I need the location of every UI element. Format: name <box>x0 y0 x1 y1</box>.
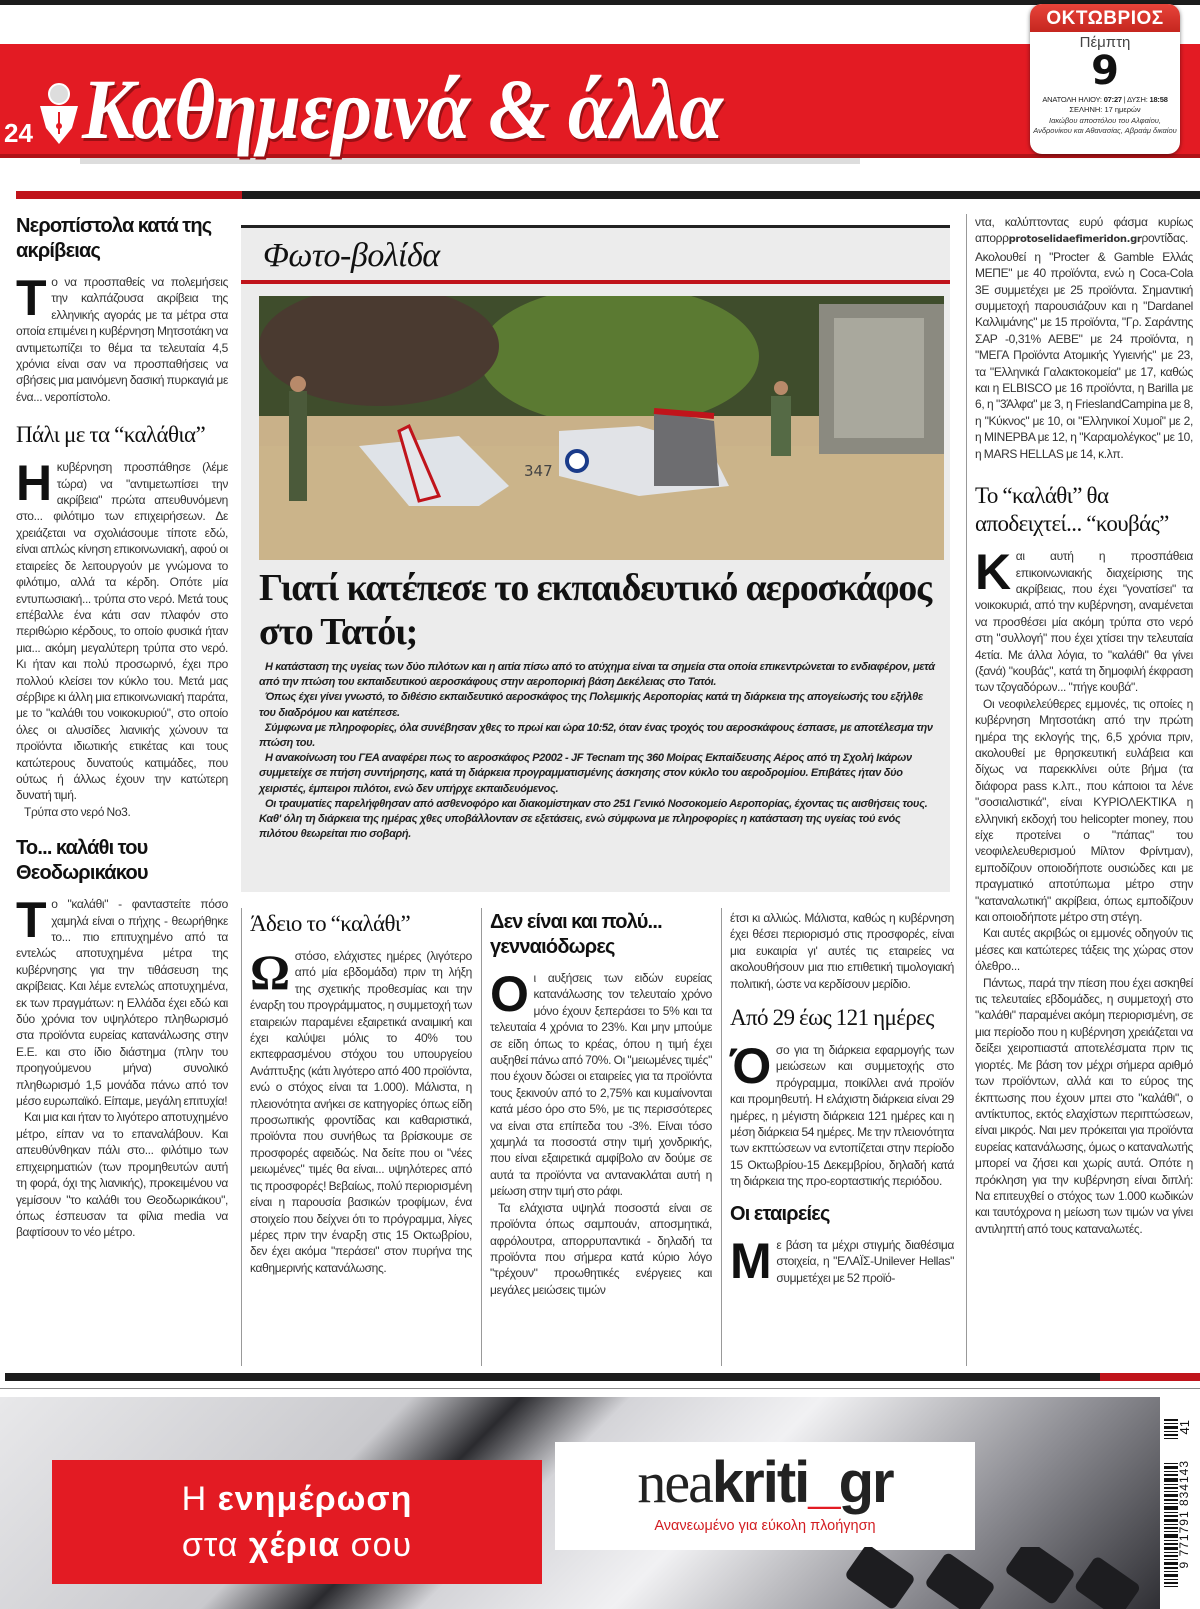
calendar-date: 9 <box>1091 48 1119 94</box>
lead-paragraph: Όπως έχει γίνει γνωστό, το διθέσιο εκπαιδευτικό αεροσκάφος της Πολεμικής Αεροπορίας κατά τη διάρκεια της απογείωσής του εξήλθε του διαδρόμου και κατέπεσε. <box>259 691 923 719</box>
paragraph: ε βάση τα μέχρι στιγμής διαθέσιμα στοιχεία, η "ΕΛΑΪΣ-Unilever Hellas" συμμετέχει με 52 προϊό- <box>776 1237 954 1285</box>
kicker-rule <box>241 280 950 284</box>
date-calendar <box>1030 4 1180 154</box>
article-title: Άδειο το “καλάθι” <box>250 911 411 936</box>
section-title: Καθημερινά & άλλα <box>82 61 722 157</box>
dropcap: Κ <box>975 544 1011 601</box>
article-body <box>730 1038 954 1190</box>
barcode-digits: 9 771791 834143 <box>1177 1460 1191 1569</box>
feature-headline: Γιατί κατέπεσε το εκπαιδευτικό αεροσκάφος στο Τατόι; <box>259 567 931 653</box>
dropcap: Ο <box>490 966 529 1022</box>
logo-bold: kriti <box>711 1450 809 1515</box>
article-title: Νεροπίστολα κατά της ακρίβειας <box>16 215 212 262</box>
sunrise-time: 07:27 <box>1103 95 1122 104</box>
lead-paragraph: Σύμφωνα με πληροφορίες, όλα συνέβησαν χθες το πρωί και ώρα 10:52, όταν ένας τροχός του αεροσκάφους έσπασε, με αποτέλεσμα την πτώση του. <box>259 721 933 750</box>
paragraph: Πάντως, παρά την πίεση που έχει ασκηθεί τις τελευταίες εβδομάδες, η συμμετοχή στο "καλάθι" παραμένει ακόμη περιορισμένη, σε μια περίοδο που η κυβέρνηση χρειάζεται να δείξει χειροπιαστά αποτελέσματα πριν τις γιορτές. Με βάση τον μέχρι σήμερα αριθμό των προϊόντων, αλλά και το εύρος της έκπτωσης που έχουν μπει στο "καλάθι", ο αντίκτυπος, εκτός ελαχίστων περιπτώσεων, είναι μικρός. Ναι μεν πρόκειται για προϊόντα ευρείας κατανάλωσης, όμως ο καταναλωτής μπορεί να ζήσει και χωρίς αυτά. Οπότε η πρόκληση για την κυβέρνηση είναι διπλή: Να επιτευχθεί ο στόχος των 1.000 κωδικών και ταυτόχρονα η μείωση των τιμών να γίνει αντιληπτή από τους καταναλωτές. <box>975 975 1193 1236</box>
slogan-word: στα <box>181 1526 239 1564</box>
article-title: Το “καλάθι” θα αποδειχτεί... “κουβάς” <box>975 483 1169 537</box>
paragraph: Τα ελάχιστα υψηλά ποσοστά είναι σε προϊόντα όπως σαμπουάν, αποσμητικά, αφρόλουτρα, απορρυπαντικά - δηλαδή τα προϊόντα που σήμερα κατά κύριο λόγο "τρέχουν" προωθητικές ενέργειες και μεγάλες μειώσεις τιμών <box>490 1200 712 1297</box>
dropcap: Τ <box>16 892 47 949</box>
dropcap: Η <box>16 455 52 512</box>
paragraph: έτσι κι αλλιώς. Μάλιστα, καθώς η κυβέρνηση έχει θέσει περιορισμό στις προσφορές, είναι μια ευκαιρία γι' αυτές τις εταιρείες να ακολουθήσουν μια πιο επιθετική τιμολογιακή πολιτική, ώστε να κερδίσουν μερίδιο. <box>730 911 954 991</box>
article-title: Το... καλάθι του Θεοδωρικάκου <box>16 837 148 885</box>
lead-paragraph: Οι τραυματίες παρελήφθησαν από ασθενοφόρο και διακομίστηκαν στο 251 Γενικό Νοσοκομείο Αεροπορίας, έχοντας τις αισθήσεις τους. Καθ' όλη τη διάρκεια της ημέρας χθες υποβάλλονταν σε εξετάσεις, ενώ σύμφωνα με πληροφορίες η κατάσταση της υγείας τού ενός πιλότου θεωρείται πιο σοβαρή. <box>259 797 928 841</box>
spacer <box>16 405 228 421</box>
slogan-word-bold: χέρια <box>248 1526 341 1564</box>
article-body <box>16 455 228 804</box>
column-divider <box>481 908 482 1366</box>
logo-light: nea <box>637 1450 712 1515</box>
ad-slogan <box>52 1460 542 1584</box>
aircraft-number: 347 <box>524 462 553 480</box>
column-empty-basket <box>250 910 472 1276</box>
paragraph: Οι νεοφιλελεύθερες εμμονές, τις οποίες η κυβέρνηση Μητσοτάκη από την πρώτη ημέρα της εκλογής της, 6,5 χρόνια πριν, ακολουθεί με θρησκευτική ευλάβεια και δίχως να παρεκκλίνει ούτε βήμα (τα διάφορα pass κ.λπ., που κάποιοι τα λένε "σοσιαλιστικά", είναι ΚΥΡΙΟΛΕΚΤΙΚΑ η ελληνική εκδοχή του helicopter money, που είχε προτείνει ο "πάπας" του νεοφιλελευθερισμού Μίλτον Φρίντμαν), εμποδίζουν οποιοδήποτε ουσιώδες και με πραγματικό αποτύπωμα μέτρο στην "καταναλωτική" ακρίβεια, όπως εμποδίζουν και οποιοδήποτε μέτρο στη στέγη. <box>975 696 1193 925</box>
paragraph: ο "καλάθι" - φανταστείτε πόσο χαμηλά είναι ο πήχης - θεωρήθηκε το... πιο επιτυχημένο από τα εντελώς αποτυχημένα μέτρα της κυβέρνησης για την τιθάσευση της ακρίβειας. Και λέμε εντελώς αποτυχημένα, εκ των πραγμάτων: η Ελλάδα έχει εδώ και δύο χρόνια τον υψηλότερο πληθωρισμό στα προϊόντα ευρείας κατανάλωσης στην Ε.Ε. και στο ίδιο διάστημα (πλην του προηγούμενου μήνα) συνολικό πληθωρισμό 1,5 μονάδα πάνω από τον μέσο ευρωπαϊκό. Είπαμε, μεγάλη επιτυχία! <box>16 897 228 1109</box>
dropcap: Ό <box>730 1038 771 1095</box>
feature-kicker: Φωτο-βολίδα <box>263 237 440 274</box>
sunset-label: ΔΥΣΗ: <box>1127 95 1148 104</box>
bottom-rule <box>5 1373 1200 1381</box>
bottom-thin-rule <box>0 1388 1200 1389</box>
paragraph: ο να προσπαθείς να πολεμήσεις την καλπάζουσα ακρίβεια της ελληνικής αγοράς με τα μέτρα στα οποία επιμένει η κυβέρνηση Μητσοτάκη να αντιμετωπίζει το θέμα τα τελευταία 4,5 χρόνια είναι σαν να προσπαθήσεις να σβήσεις μια μαινόμενη δασική πυρκαγιά με ένα... νεροπίστολο. <box>16 275 228 404</box>
slogan-word-bold: ενημέρωση <box>217 1480 413 1518</box>
article-body <box>490 966 712 1200</box>
article-body <box>250 944 472 1276</box>
barcode-issue: 41 <box>1177 1420 1192 1435</box>
photo-feature <box>241 225 950 892</box>
watermark[interactable]: protoselidaefimeridon.gr <box>1008 234 1142 246</box>
dropcap: Ω <box>250 944 290 1000</box>
article-title: Πάλι με τα “καλάθια” <box>16 422 206 448</box>
paragraph: σο για τη διάρκεια εφαρμογής των μειώσεων και συμμετοχής στο πρόγραμμα, ποικίλλει ανά προϊόν και προμηθευτή. Η ελάχιστη διάρκεια είναι 29 ημέρες, η μέγιστη διάρκεια 121 ημέρες και η μέση διάρκεια 54 ημέρες. Με την πλειονότητα των εκπτώσεων να εντοπίζεται στην περίοδο 15 Οκτωβρίου-15 Δεκεμβρίου, δηλαδή κατά τη διάρκεια της προ-εορταστικής περιόδου. <box>730 1043 954 1189</box>
article-body <box>16 270 228 405</box>
column-divider <box>966 214 967 1366</box>
top-border <box>0 0 1200 5</box>
feature-lead <box>259 660 939 842</box>
column-not-generous <box>490 910 712 1298</box>
crash-photo <box>259 296 944 560</box>
section-rule <box>16 191 1200 199</box>
right-column <box>975 214 1193 1237</box>
keyboard-keys-illustration <box>840 1547 1140 1609</box>
ad-logo-box[interactable] <box>555 1442 975 1550</box>
paragraph: ι αυξήσεις των ειδών ευρείας κατανάλωσης τον τελευταίο χρόνο μόνο έχουν ξεπεράσει το 5% και τα τελευταία 4 χρόνια το 23%. Και μην μπούμε σε είδη όπως το κρέας, όπου η τιμή έχει αυξηθεί πάνω από 70%. Οι "μειωμένες τιμές" που έχουν δώσει οι εταιρείες για τα προϊόντα τους ξεκινούν από το 2,75% και κυμαίνονται κατά μέσο όρο στο 5%, με τις περισσότερες να είναι στα επίπεδα του -3%. Είναι τόσο χαμηλά τα ποσοστά στην τιμή χονδρικής, που είναι εξαιρετικά αμφίβολο αν δούμε σε αυτά τα προϊόντα να αντανακλάται αυτή η μείωση στην τιμή στο ράφι. <box>490 971 712 1199</box>
pen-nib-icon <box>36 82 82 148</box>
ad-slogan-line1 <box>52 1476 542 1522</box>
paragraph <box>975 214 1193 462</box>
ad-tagline: Ανανεωμένο για εύκολη πλοήγηση <box>654 1518 876 1534</box>
column-divider <box>721 908 722 1366</box>
paragraph: αι αυτή η προσπάθεια επικοινωνιακής διαχείρισης της ακρίβειας, που έχει "γονατίσει" τα νοικοκυριά, από την κυβέρνηση, αναμένεται να προσθέσει μία ακόμη τρύπα στο νερό στη "συλλογή" που έχει χτίσει την τελευταία 4ετία. Με άλλα λόγια, το "καλάθι" θα γίνει (ξανά) "κουβάς", κατά τη δημοφιλή έκφραση των τζογαδόρων... "πήγε κουβά". <box>975 549 1193 695</box>
lead-paragraph: Η κατάσταση της υγείας των δύο πιλότων και η αιτία πίσω από το ατύχημα είναι τα σημεία στα οποία επικεντρώνεται το ενδιαφέρον, μετά από την πτώση του εκπαιδευτικού αεροσκάφους στην αεροπορική βάση Δεκέλειας στο Τατόι. <box>259 661 935 689</box>
article-body <box>730 1232 954 1289</box>
calendar-moon: ΣΕΛΗΝΗ: 17 ημερών <box>1069 105 1141 114</box>
crash-scene-illustration <box>259 296 944 560</box>
spacer <box>730 1190 954 1202</box>
article-title: Οι εταιρείες <box>730 1202 830 1225</box>
paragraph: στόσο, ελάχιστες ημέρες (λιγότερο από μία εβδομάδα) πριν τη λήξη της σχετικής προθεσμίας και την έναρξη του προγράμματος, η συμμετοχή των εταιρειών παραμένει εξαιρετικά αναιμική και έχει καλύψει μόλις το 40% του εκπεφρασμένου στόχου του υπουργείου Ανάπτυξης (κάτι λιγότερο από 400 προϊόντα, ενώ ο στόχος είναι τα 1.000). Μάλιστα, η πλειονότητα ανήκει σε κατηγορίες όπως είδη προσωπικής φροντίδας και καθαριστικά, προϊόντα που συνήθως τα βρίσκουμε σε προσφορές αφειδώς. Να δείτε που οι "νέες μειωμένες" τιμές θα είναι... υψηλότερες από τις προσφορές! Βεβαίως, πολύ περιορισμένη είναι η παρουσία βασικών τροφίμων, ένα στοιχείο που δείχνει ότι το πρόγραμμα, λίγες μέρες πριν την έναρξη στις 15 Οκτωβρίου, δεν έχει ακόμα "περάσει" στον πυρήνα της καθημερινής κατανάλωσης. <box>250 949 472 1275</box>
spacer <box>16 820 228 836</box>
slogan-word: Η <box>181 1480 208 1518</box>
column-divider <box>241 908 242 1366</box>
left-column <box>16 214 228 1241</box>
calendar-sun-times: ΑΝΑΤΟΛΗ ΗΛΙΟΥ: 07:27 | ΔΥΣΗ: 18:58 <box>1042 95 1168 104</box>
page-number: 24 <box>4 118 33 148</box>
dropcap: Τ <box>16 270 47 326</box>
paragraph: κυβέρνηση προσπάθησε (λέμε τώρα) να "αντιμετωπίσει την ακρίβεια" πρώτα απευθυνόμενη στο... φιλότιμο των επιχειρήσεων. Δε χρειάζεται να σχολιάσουμε τίποτε εδώ, είναι απλώς κίνηση επικοινωνιακή, αφού οι εταιρείες δε λειτουργούν με γνώμονα το φιλότιμο, αλλά τα κέρδη. Οπότε μία εντυπωσιακή... τρύπα στο νερό. Μετά τους επέβαλλε ένα κάτι σαν πλαφόν στο περιθώριο κέρδους, το οποίο φυσικά ήταν μια... ακόμη μεγαλύτερη τρύπα στο νερό. Κι ήταν και πολύ προσωρινό, έχει προ πολλού κλείσει τον κύκλο του. Μετά μας σέρβιρε κι άλλη μια επικοινωνιακή παράτα, με το "καλάθι του νοικοκυριού", στο οποίο όλες οι αλυσίδες λιανικής χώνουν τα προϊόντα ιδιωτικής ετικέτας και τους κατώτερους δυνατούς κατιμάδες, που ούτως ή άλλως έχουν την κατώτερη δυνατή τιμή. <box>16 460 228 803</box>
article-body <box>16 892 228 1109</box>
neakriti-ad[interactable] <box>0 1397 1160 1609</box>
article-title: Δεν είναι και πολύ... γενναιόδωρες <box>490 911 662 958</box>
sunset-time: 18:58 <box>1149 95 1168 104</box>
paragraph: Τρύπα στο νερό Νο3. <box>24 804 131 819</box>
lead-paragraph: Η ανακοίνωση του ΓΕΑ αναφέρει πως το αεροσκάφος P2002 - JF Tecnam της 360 Μοίρας Εκπαίδευσης Αέρος από τη Σχολή Ικάρων συμμετείχε σε πτήση συντήρησης, κατά τη διάρκεια προγραμματισμένης άσκησης στον κύκλο του αεροδρομίου. Επιβάτες ήταν δύο χειριστές, έμπειροι πιλότοι, ενώ δεν υπήρχε εκπαιδευόμενος. <box>259 752 912 795</box>
ad-slogan-line2 <box>52 1522 542 1568</box>
dropcap: Μ <box>730 1232 772 1289</box>
calendar-saints: Ιακώβου αποστόλου του Αλφαίου, Ανδρονίκου και Αθανασίας, Αβραάμ δικαίου <box>1033 116 1177 135</box>
article-title: Από 29 έως 121 ημέρες <box>730 1005 934 1031</box>
masthead-shadow <box>80 158 860 164</box>
calendar-weekday: Πέμπτη <box>1079 34 1131 51</box>
text-before: ντα, καλύπτοντας ευρύ φάσμα κυρίως απορρ <box>975 215 1193 246</box>
text-after: ροντίδας. Ακολουθεί η "Procter & Gamble Ελλάς ΜΕΠΕ" με 40 προϊόντα, ενώ η Coca-Cola 3E συμμετέχει με 25 προϊόντα. Σημαντική συμμετοχή παρουσιάζουν και η "Dardanel Καλλιμάνης" με 15 προϊόντα, "Γρ. Σαράντης ΣΑΡ -0,31% ΑΕΒΕ" με 24 προϊόντα, η "ΜΕΓΑ Προϊόντα Ατομικής Υγιεινής" με 23, τα "Ελληνικά Γαλακτοκομεία" με 17, καθώς και η ELBISCO με 16 προϊόντα, η Barilla με 6, η "3Άλφα" με 3, η FrieslandCampina με 8, η "Κύκνος" με 10, οι "Ελληνικοί Χυμοί" με 2, η ΜΙΝΕΡΒΑ με 12, η "Καραμολέγκος" με 10, η MARS HELLAS με 14, κ.λπ. <box>975 231 1193 461</box>
neakriti-logo <box>555 1448 975 1518</box>
article-body <box>975 544 1193 696</box>
spacer <box>975 462 1193 482</box>
paragraph: Και αυτές ακριβώς οι εμμονές οδηγούν τις μέσες και κατώτερες τάξεις της χώρας στον όλεθρο... <box>975 926 1193 974</box>
slogan-word: σου <box>350 1526 413 1564</box>
sunrise-label: ΑΝΑΤΟΛΗ ΗΛΙΟΥ: <box>1042 95 1102 104</box>
paragraph: Και μια και ήταν το λιγότερο αποτυχημένο μέτρο, είπαν να το επαναλάβουν. Και απευθύνθηκαν πάλι στο... φιλότιμο των επιχειρηματιών (των προμηθευτών αυτή τη φορά, όχι της λιανικής), προκειμένου να γεμίσουν "το καλάθι του Θεοδωρικάκου", όπως έσπευσαν τα φίλια media να βαφτίσουν το νέο μέτρο. <box>16 1110 228 1240</box>
calendar-month: ΟΚΤΩΒΡΙΟΣ <box>1030 4 1180 32</box>
column-days <box>730 910 954 1289</box>
spacer <box>730 992 954 1004</box>
logo-separator: _ <box>808 1450 839 1515</box>
logo-tld: gr <box>838 1450 893 1515</box>
